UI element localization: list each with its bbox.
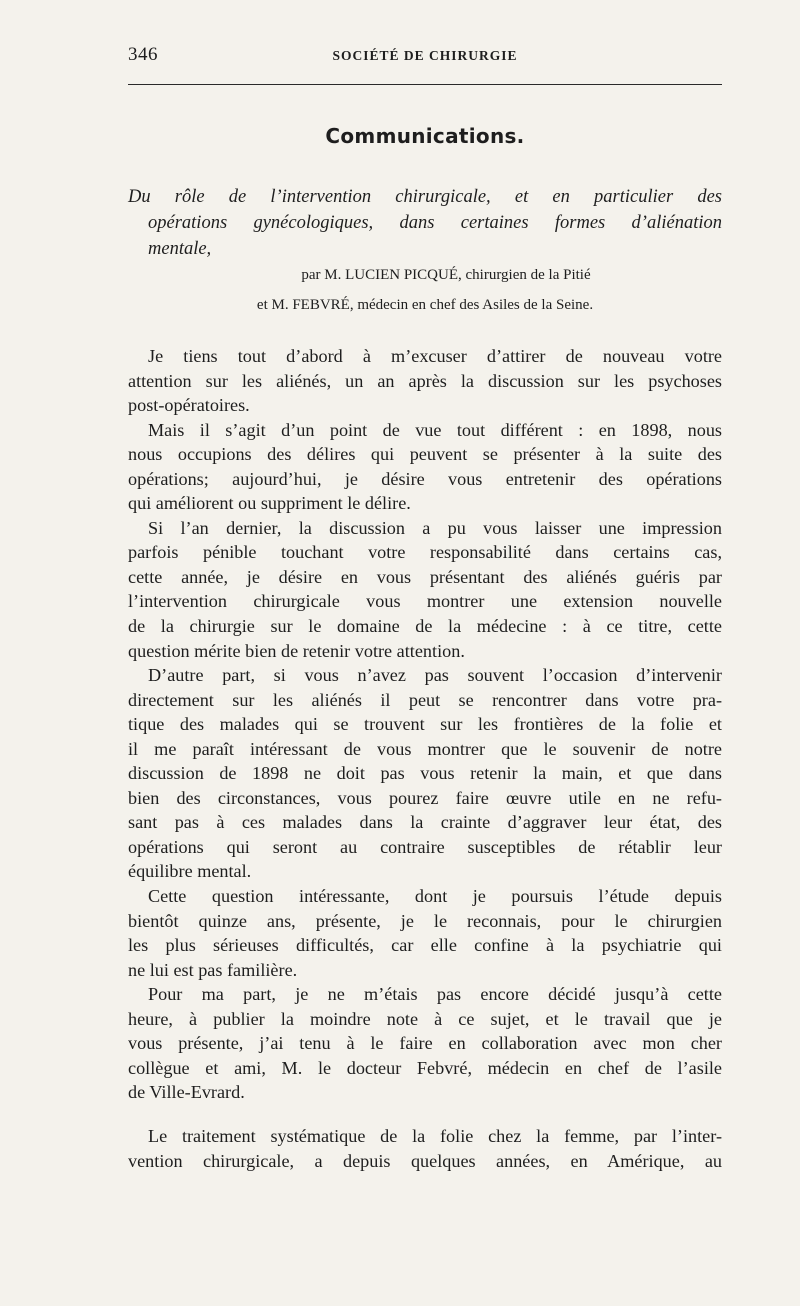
text-line: nous occupions des délires qui peuvent se présenter à la suite des bbox=[128, 444, 722, 465]
text-line: l’intervention chirurgicale vous montrer une extension nouvelle bbox=[128, 591, 722, 612]
text-line: les plus sérieuses difficultés, car elle confine à la psychiatrie qui bbox=[128, 935, 722, 956]
text-line: opérations; aujourd’hui, je désire vous entretenir des opérations bbox=[128, 468, 722, 489]
text-line: Mais il s’agit d’un point de vue tout différent : en 1898, nous bbox=[148, 419, 722, 440]
text-line: vention chirurgicale, a depuis quelques années, en Amérique, au bbox=[128, 1150, 722, 1171]
text-line: bien des circonstances, vous pourez faire œuvre utile en ne refu- bbox=[128, 787, 722, 808]
author-line: et M. FEBVRÉ, médecin en chef des Asiles de la Seine. bbox=[256, 297, 594, 313]
text-line: post-opératoires. bbox=[128, 395, 250, 416]
text-line: question mérite bien de retenir votre attention. bbox=[128, 640, 465, 661]
article-authors bbox=[128, 260, 722, 320]
paragraph bbox=[128, 884, 722, 982]
text-line: Le traitement systématique de la folie chez la femme, par l’inter- bbox=[148, 1125, 722, 1146]
paragraph bbox=[128, 516, 722, 663]
text-line: cette année, je désire en vous présentant des aliénés guéris par bbox=[128, 566, 722, 587]
text-line: vous présente, j’ai tenu à le faire en collaboration avec mon cher bbox=[128, 1033, 722, 1054]
running-head bbox=[128, 44, 722, 70]
article-title-line: opérations gynécologiques, dans certaines formes d’aliénation bbox=[148, 213, 722, 233]
article-title-line: Du rôle de l’intervention chirurgicale, et en particulier des bbox=[128, 187, 722, 207]
text-line: D’autre part, si vous n’avez pas souvent l’occasion d’intervenir bbox=[148, 665, 722, 686]
text-line: Si l’an dernier, la discussion a pu vous laisser une impression bbox=[148, 517, 722, 538]
text-line: heure, à publier la moindre note à ce sujet, et le travail que je bbox=[128, 1008, 722, 1029]
text-line: de la chirurgie sur le domaine de la médecine : à ce titre, cette bbox=[128, 616, 722, 637]
text-line: sant pas à ces malades dans la crainte d’aggraver leur état, des bbox=[128, 812, 722, 833]
paragraph bbox=[128, 1124, 722, 1173]
paragraph bbox=[128, 663, 722, 884]
header-rule bbox=[128, 84, 722, 85]
paragraph bbox=[128, 344, 722, 418]
text-line: opérations qui seront au contraire susceptibles de rétablir leur bbox=[128, 836, 722, 857]
author-line: par M. LUCIEN PICQUÉ, chirurgien de la Pitié bbox=[301, 267, 591, 283]
section-heading: Communications. bbox=[325, 124, 525, 148]
text-line: équilibre mental. bbox=[128, 861, 252, 882]
text-line: directement sur les aliénés il peut se rencontrer dans votre pra- bbox=[128, 689, 722, 710]
body-text bbox=[128, 344, 722, 1173]
text-line: discussion de 1898 ne doit pas vous retenir la main, et que dans bbox=[128, 763, 722, 784]
text-line: il me paraît intéressant de vous montrer que le souvenir de notre bbox=[128, 738, 722, 759]
article-title bbox=[128, 184, 722, 262]
article-title-line: mentale, bbox=[148, 239, 212, 259]
text-line: ne lui est pas familière. bbox=[128, 959, 298, 980]
text-line: tique des malades qui se trouvent sur les frontières de la folie et bbox=[128, 714, 722, 735]
text-line: de Ville-Evrard. bbox=[128, 1082, 245, 1103]
text-line: qui améliorent ou suppriment le délire. bbox=[128, 493, 411, 514]
page-number: 346 bbox=[128, 44, 158, 65]
text-line: parfois pénible touchant votre responsabilité dans certains cas, bbox=[128, 542, 722, 563]
paragraph bbox=[128, 418, 722, 516]
text-line: attention sur les aliénés, un an après la discussion sur les psychoses bbox=[128, 370, 722, 391]
text-line: Je tiens tout d’abord à m’excuser d’attirer de nouveau votre bbox=[148, 346, 722, 366]
paragraph bbox=[128, 982, 722, 1105]
text-line: collègue et ami, M. le docteur Febvré, médecin en chef de l’asile bbox=[128, 1057, 722, 1078]
text-line: Cette question intéressante, dont je poursuis l’étude depuis bbox=[148, 886, 722, 907]
journal-title: SOCIÉTÉ DE CHIRURGIE bbox=[332, 48, 518, 63]
text-line: Pour ma part, je ne m’étais pas encore décidé jusqu’à cette bbox=[148, 984, 722, 1005]
text-line: bientôt quinze ans, présente, je le reconnais, pour le chirurgien bbox=[128, 910, 722, 931]
paragraph-gap bbox=[128, 1105, 722, 1124]
